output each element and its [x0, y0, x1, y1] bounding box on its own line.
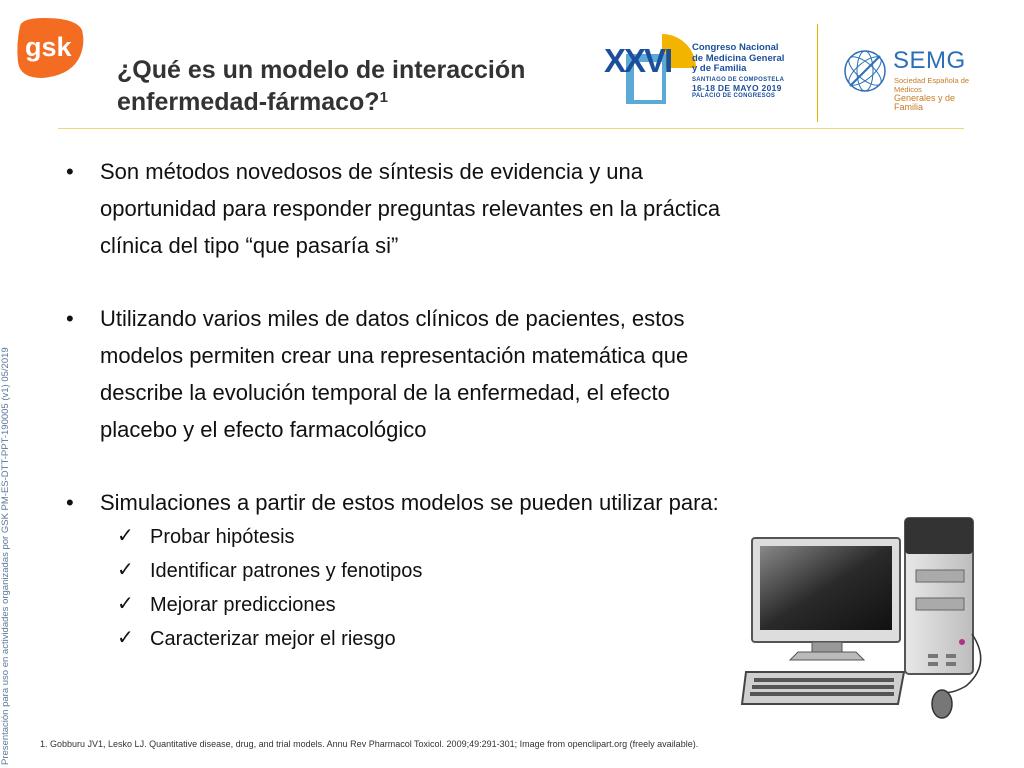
checklist-item: Caracterizar mejor el riesgo: [150, 628, 396, 650]
checkmark-icon: ✓: [117, 627, 134, 649]
congress-dates: 16-18 DE MAYO 2019: [692, 83, 782, 93]
bullet-2-line: Utilizando varios miles de datos clínicos de pacientes, estos: [100, 306, 685, 331]
congress-line-1: Congreso Nacional: [692, 42, 779, 53]
checklist-item: Probar hipótesis: [150, 526, 295, 548]
header-divider: [817, 24, 818, 122]
side-disclaimer: Presentación para uso en actividades organizadas por GSK PM-ES-DTT-PPT-190005 (v1) 05/2019: [0, 347, 11, 765]
checklist-item: Mejorar predicciones: [150, 594, 336, 616]
semg-emblem-icon: [842, 48, 888, 94]
bullet-1-line: Son métodos novedosos de síntesis de evidencia y una: [100, 159, 644, 184]
semg-sub-line-2: Generales y de Familia: [894, 93, 956, 112]
page-title: [117, 54, 587, 118]
footnote: 1. Gobburu JV1, Lesko LJ. Quantitative disease, drug, and trial models. Annu Rev Pharmacol Toxicol. 2009;49:291-301; Image from openclipart.org (freely available).: [40, 739, 699, 749]
congress-details: [692, 76, 802, 100]
gsk-logo: [14, 16, 86, 80]
bullet-1-line: oportunidad para responder preguntas relevantes en la práctica: [100, 196, 721, 221]
header-rule: [58, 128, 964, 129]
bullet-2-line: modelos permiten crear una representación matemática que: [100, 343, 689, 368]
bullet-3-line: Simulaciones a partir de estos modelos se pueden utilizar para:: [100, 490, 719, 515]
bullet-marker: •: [66, 490, 74, 515]
bullet-1: [100, 153, 860, 264]
checklist-item: Identificar patrones y fenotipos: [150, 560, 423, 582]
bullet-marker: •: [66, 159, 74, 184]
congress-line-3: y de Familia: [692, 63, 747, 74]
checkmark-icon: ✓: [117, 593, 134, 615]
title-line-2: enfermedad-fármaco?: [117, 88, 380, 116]
computer-illustration: [740, 514, 1000, 724]
semg-sub-line-1: Sociedad Española de Médicos: [894, 76, 970, 94]
semg-subtitle: [894, 76, 984, 112]
bullet-2-line: placebo y el efecto farmacológico: [100, 417, 427, 442]
congress-city: SANTIAGO DE COMPOSTELA: [692, 77, 785, 83]
checkmark-icon: ✓: [117, 525, 134, 547]
svg-text:gsk: gsk: [25, 32, 72, 62]
title-line-1: ¿Qué es un modelo de interacción: [117, 56, 526, 84]
congress-title: [692, 43, 802, 75]
bullet-2-line: describe la evolución temporal de la enfermedad, el efecto: [100, 380, 670, 405]
congress-venue: PALACIO DE CONGRESOS: [692, 93, 776, 99]
semg-name: SEMG: [893, 47, 966, 74]
bullet-marker: •: [66, 306, 74, 331]
bullet-1-line: clínica del tipo “que pasaría si”: [100, 233, 399, 258]
bullet-2: [100, 300, 860, 448]
congress-line-2: de Medicina General: [692, 52, 785, 64]
svg-text:XXVI: XXVI: [604, 42, 672, 79]
checkmark-icon: ✓: [117, 559, 134, 581]
title-footnote-ref: 1: [379, 89, 388, 106]
